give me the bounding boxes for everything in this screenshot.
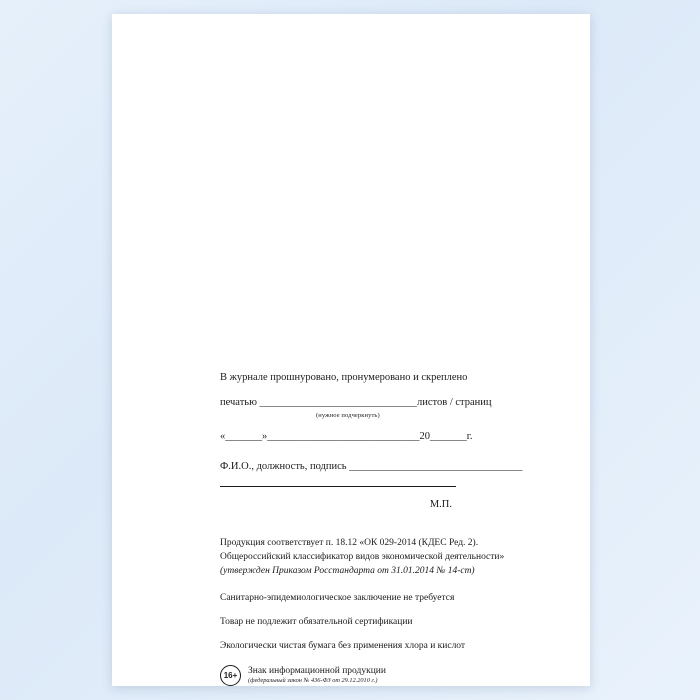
date-field-line: «_______»_____________________________20_______г. — [220, 431, 473, 443]
stamp-place-label: М.П. — [429, 498, 452, 510]
age-mark-title: Знак информационной продукции — [248, 665, 386, 676]
signature-field-line: Ф.И.О., должность, подпись _________________________________ — [220, 460, 523, 472]
certification-note: Товар не подлежит обязательной сертификации — [220, 616, 413, 627]
document-page — [112, 14, 590, 686]
journal-binding-line-1: В журнале прошнуровано, пронумеровано и скреплено — [220, 372, 468, 383]
compliance-line-3: (утвержден Приказом Росстандарта от 31.01.2014 № 14-ст) — [220, 566, 475, 577]
compliance-paragraph — [220, 536, 560, 579]
compliance-line-1: Продукция соответствует п. 18.12 «ОК 029-2014 (КДЕС Ред. 2). — [220, 537, 479, 548]
document-content — [220, 370, 560, 686]
compliance-line-2: Общероссийский классификатор видов экономической деятельности» — [220, 552, 505, 563]
age-mark-row — [220, 665, 560, 686]
sanitary-note: Санитарно-эпидемиологическое заключение не требуется — [220, 592, 455, 603]
blank-rule — [220, 485, 456, 487]
age-mark-subtitle: (федеральный закон № 436-ФЗ от 29.12.2010 г.) — [248, 677, 378, 685]
journal-binding-line-2: печатью ______________________________листов / страниц — [220, 397, 492, 409]
age-mark-text — [248, 665, 386, 686]
age-rating-icon: 16+ — [220, 665, 241, 686]
eco-paper-note: Экологически чистая бумага без применения хлора и кислот — [220, 640, 466, 651]
underline-hint: (нужное подчеркнуть) — [316, 412, 380, 420]
